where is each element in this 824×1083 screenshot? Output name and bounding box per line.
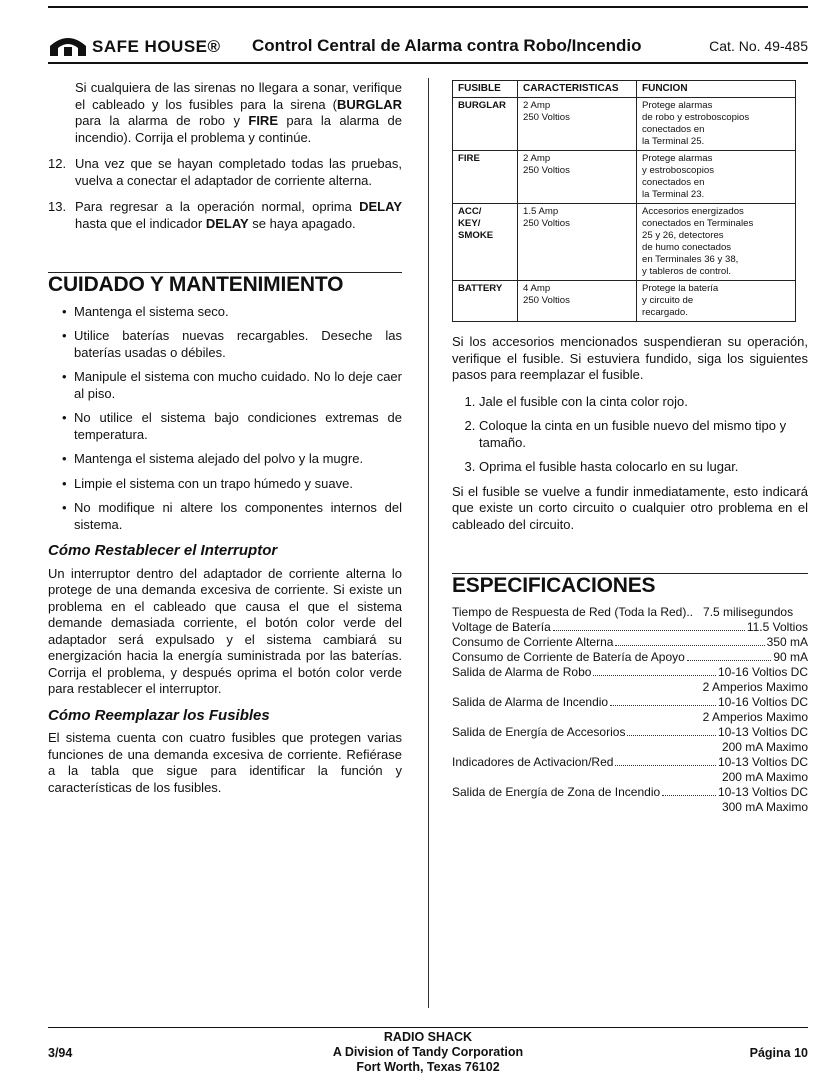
spec-label: Consumo de Corriente de Batería de Apoyo xyxy=(452,649,685,664)
accessories-paragraph: Si los accesorios mencionados suspendieran su operación, verifique el fusible. Si estuviera fundido, siga los siguientes pasos para reemplazar el fusible. xyxy=(452,334,808,382)
list-item: • Mantenga el sistema alejado del polvo y la mugre. xyxy=(62,451,402,468)
dot-leader xyxy=(662,785,716,796)
spec-row xyxy=(452,650,808,665)
fuse-characteristics: 2 Amp 250 Voltios xyxy=(518,98,637,151)
publisher-division: A Division of Tandy Corporation xyxy=(332,1045,524,1059)
brand-name: SAFE HOUSE® xyxy=(92,37,221,56)
right-column xyxy=(452,80,808,815)
spec-value: 10-16 Voltios DC xyxy=(717,694,808,709)
list-item: • No utilice el sistema bajo condiciones extremas de temperatura. xyxy=(62,410,402,443)
dot-leader xyxy=(695,606,701,616)
list-item: • Utilice baterías nuevas recargables. Deseche las baterías usadas o débiles. xyxy=(62,328,402,361)
fuse-function: Protege la batería y circuito de recargado. xyxy=(637,281,796,322)
list-item: • Mantenga el sistema seco. xyxy=(62,304,402,321)
fuse-characteristics: 4 Amp 250 Voltios xyxy=(518,281,637,322)
specs-heading: ESPECIFICACIONES xyxy=(452,573,808,595)
spec-row xyxy=(452,725,808,740)
spec-extra: 200 mA Maximo xyxy=(721,769,808,784)
list-item: • Limpie el sistema con un trapo húmedo y suave. xyxy=(62,476,402,493)
reset-paragraph: Un interruptor dentro del adaptador de corriente alterna lo protege de una demanda excesiva de corriente. Si existe un problema en el cableado que causa el que el sistema demande demasiada corriente, el botón color verde del adaptador será expulsado y el sistema cambiará su energización hacia la energía suministrada por las baterías. Corrija el problema, y después oprima el botón color verde para restablecer el interruptor. xyxy=(48,565,402,696)
table-row xyxy=(453,281,796,322)
spec-label: Salida de Alarma de Robo xyxy=(452,664,592,679)
dot-leader xyxy=(615,635,764,646)
step-13: 13. Para regresar a la operación normal, oprima DELAY hasta que el indicador DELAY se haya apagado. xyxy=(48,199,402,231)
dot-leader xyxy=(627,725,716,736)
spec-row xyxy=(452,635,808,650)
spec-value: 10-16 Voltios DC xyxy=(717,664,808,679)
spec-extra: 2 Amperios Maximo xyxy=(702,709,808,724)
spec-row xyxy=(452,605,808,620)
table-row xyxy=(453,151,796,204)
fuse-characteristics: 1.5 Amp 250 Voltios xyxy=(518,204,637,281)
spec-extra: 200 mA Maximo xyxy=(721,739,808,754)
spec-row xyxy=(452,665,808,680)
page-footer xyxy=(48,1030,808,1080)
spec-value: 350 mA xyxy=(766,634,808,649)
footer-rule xyxy=(48,1027,808,1028)
replace-steps-list xyxy=(452,394,808,476)
column-header: CARACTERISTICAS xyxy=(518,81,637,98)
page-number: Página 10 xyxy=(749,1046,808,1060)
fuses-paragraph: El sistema cuenta con cuatro fusibles que protegen varias funciones de una demanda excesiva de corriente. Refiérase a la tabla que sigue para identificar la función y características de los fusibles. xyxy=(48,730,402,795)
spec-value: 10-13 Voltios DC xyxy=(717,724,808,739)
list-item: • Manipule el sistema con mucho cuidado. No lo deje caer al piso. xyxy=(62,369,402,402)
column-divider xyxy=(428,78,429,1008)
spec-value: 7.5 milisegundos xyxy=(703,604,794,619)
spec-label: Tiempo de Respuesta de Red (Toda la Red).. xyxy=(452,604,694,619)
footer-date: 3/94 xyxy=(48,1046,73,1060)
list-item: 1. Jale el fusible con la cinta color rojo. xyxy=(479,394,808,411)
fuse-table xyxy=(452,80,796,322)
spec-value: 10-13 Voltios DC xyxy=(717,754,808,769)
list-item: 2. Coloque la cinta en un fusible nuevo del mismo tipo y tamaño. xyxy=(479,418,808,451)
left-column xyxy=(48,80,402,806)
footer-publisher xyxy=(48,1030,808,1075)
publisher-address: Fort Worth, Texas 76102 xyxy=(356,1060,500,1074)
dot-leader xyxy=(593,665,716,676)
specs-list xyxy=(452,605,808,815)
dot-leader xyxy=(687,650,772,661)
spec-value: 11.5 Voltios xyxy=(746,619,808,634)
page-title: Control Central de Alarma contra Robo/Incendio xyxy=(252,36,642,55)
table-row xyxy=(453,204,796,281)
spec-extra: 300 mA Maximo xyxy=(721,799,808,814)
top-rule xyxy=(48,6,808,8)
spec-value: 10-13 Voltios DC xyxy=(717,784,808,799)
fuse-function: Protege alarmas de robo y estroboscopios conectados en la Terminal 25. xyxy=(637,98,796,151)
step-12: 12. Una vez que se hayan completado todas las pruebas, vuelva a conectar el adaptador de corriente alterna. xyxy=(48,156,402,188)
short-circuit-paragraph: Si el fusible se vuelve a fundir inmediatamente, esto indicará que existe un corto circuito o cualquier otro problema en el cableado del circuito. xyxy=(452,483,808,532)
list-item: 3. Oprima el fusible hasta colocarlo en su lugar. xyxy=(479,459,808,476)
spec-row xyxy=(452,695,808,710)
spec-value: 90 mA xyxy=(773,649,808,664)
spec-label: Salida de Alarma de Incendio xyxy=(452,694,609,709)
table-row xyxy=(453,98,796,151)
header-rule xyxy=(48,62,808,64)
publisher-name: RADIO SHACK xyxy=(383,1030,473,1044)
spec-label: Voltage de Batería xyxy=(452,619,551,634)
catalog-number: Cat. No. 49-485 xyxy=(709,38,808,54)
fuses-heading: Cómo Reemplazar los Fusibles xyxy=(48,706,270,724)
dot-leader xyxy=(610,695,716,706)
spec-row xyxy=(452,620,808,635)
table-header-row xyxy=(453,81,796,98)
page-header xyxy=(48,34,808,64)
fuse-name: BURGLAR xyxy=(453,98,518,151)
fuse-name: FIRE xyxy=(453,151,518,204)
spec-row xyxy=(452,755,808,770)
dot-leader xyxy=(553,620,745,631)
care-heading: CUIDADO Y MANTENIMIENTO xyxy=(48,272,402,294)
fuse-name: BATTERY xyxy=(453,281,518,322)
spec-row xyxy=(452,785,808,800)
spec-label: Consumo de Corriente Alterna xyxy=(452,634,614,649)
dot-leader xyxy=(615,755,716,766)
fuse-function: Accesorios energizados conectados en Terminales 25 y 26, detectores de humo conectados en Terminales 36 y 38, y tableros de control. xyxy=(637,204,796,281)
column-header: FUNCION xyxy=(637,81,796,98)
spec-extra: 2 Amperios Maximo xyxy=(702,679,808,694)
fuse-function: Protege alarmas y estroboscopios conectados en la Terminal 23. xyxy=(637,151,796,204)
house-logo-icon xyxy=(48,34,88,58)
care-list xyxy=(48,304,402,534)
fuse-characteristics: 2 Amp 250 Voltios xyxy=(518,151,637,204)
list-item: • No modifique ni altere los componentes internos del sistema. xyxy=(62,500,402,533)
reset-heading: Cómo Restablecer el Interruptor xyxy=(48,542,278,559)
spec-label: Indicadores de Activacion/Red xyxy=(452,754,614,769)
fuse-name: ACC/ KEY/ SMOKE xyxy=(453,204,518,281)
spec-label: Salida de Energía de Accesorios xyxy=(452,724,626,739)
sirens-paragraph: Si cualquiera de las sirenas no llegara a sonar, verifique el cableado y los fusibles para la sirena (BURGLAR para la alarma de robo y FIRE para la alarma de incendio). Corrija el problema y continúe. xyxy=(75,80,403,145)
column-header: FUSIBLE xyxy=(453,81,518,98)
spec-label: Salida de Energía de Zona de Incendio xyxy=(452,784,661,799)
